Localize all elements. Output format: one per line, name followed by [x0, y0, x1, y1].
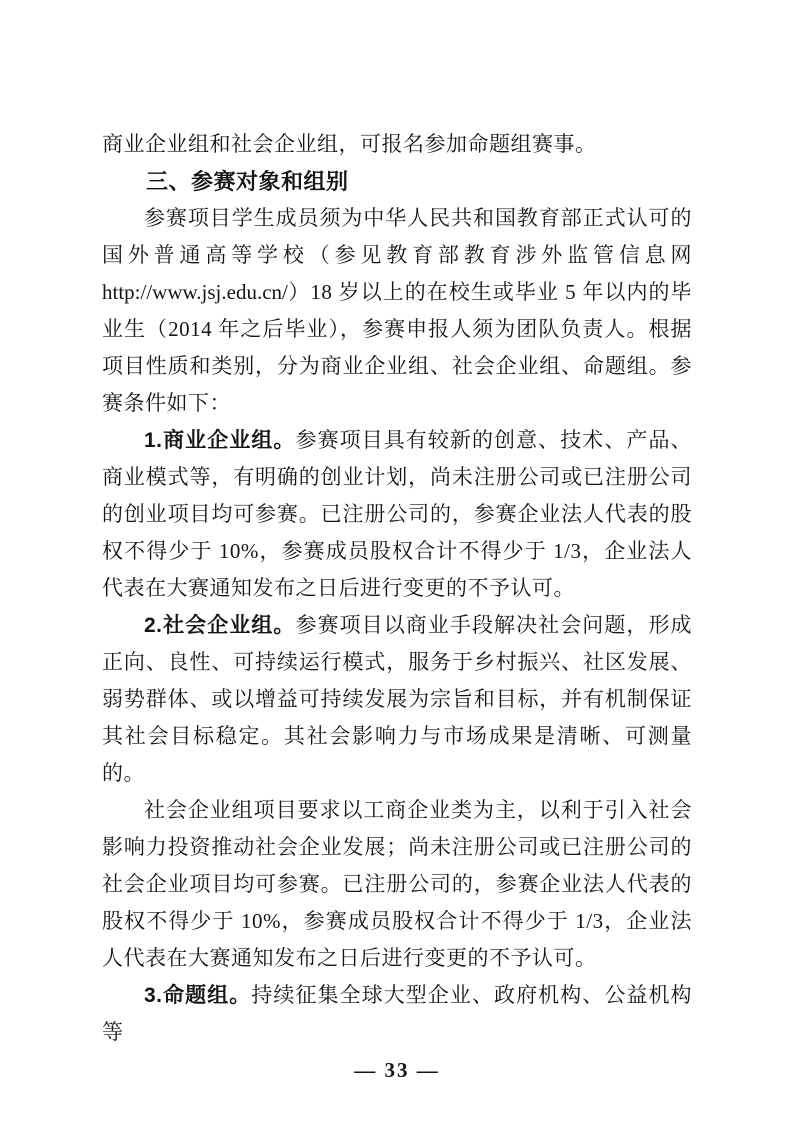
- item-2-social-enterprise-group: [102, 607, 692, 792]
- section-heading: 三、参赛对象和组别: [146, 169, 349, 194]
- intro-text-before-url: 参赛项目学生成员须为中华人民共和国教育部正式认可的国外普通高等学校（参见教育部教育涉外监管信息网: [102, 206, 692, 267]
- item-3-text: 持续征集全球大型企业、政府机构、公益机构等: [102, 983, 693, 1044]
- intro-paragraph: [102, 200, 692, 422]
- url-text: http://www.jsj.edu.cn/: [102, 280, 288, 304]
- intro-text-after-url: ）18 岁以上的在校生或毕业 5 年以内的毕业生（2014 年之后毕业），参赛申报人须为团队负责人。根据项目性质和类别，分为商业企业组、社会企业组、命题组。参赛条件如下：: [102, 280, 692, 415]
- item-1-commercial-enterprise-group: [102, 422, 692, 607]
- social-enterprise-follow-up-paragraph: 社会企业组项目要求以工商企业类为主，以利于引入社会影响力投资推动社会企业发展；尚未注册公司或已注册公司的社会企业项目均可参赛。已注册公司的，参赛企业法人代表的股权不得少于 10%，参赛成员股权合计不得少于 1/3，企业法人代表在大赛通知发布之日后进行变更的不予认可。: [102, 798, 692, 970]
- item-2-label: 2.社会企业组。: [144, 614, 296, 637]
- continuation-text: 商业企业组和社会企业组，可报名参加命题组赛事。: [102, 132, 597, 156]
- item-2-text: 参赛项目以商业手段解决社会问题，形成正向、良性、可持续运行模式，服务于乡村振兴、社区发展、弱势群体、或以增益可持续发展为宗旨和目标，并有机制保证其社会目标稳定。其社会影响力与市场成果是清晰、可测量的。: [102, 613, 693, 785]
- item-3-label: 3.命题组。: [144, 984, 252, 1007]
- item-1-text: 参赛项目具有较新的创意、技术、产品、商业模式等，有明确的创业计划，尚未注册公司或已注册公司的创业项目均可参赛。已注册公司的，参赛企业法人代表的股权不得少于 10%，参赛成员股权合计不得少于 1/3，企业法人代表在大赛通知发布之日后进行变更的不予认可。: [102, 428, 693, 600]
- page-number: — 33 —: [354, 1058, 440, 1082]
- item-3-proposition-group: [102, 977, 692, 1051]
- item-1-label: 1.商业企业组。: [144, 429, 296, 452]
